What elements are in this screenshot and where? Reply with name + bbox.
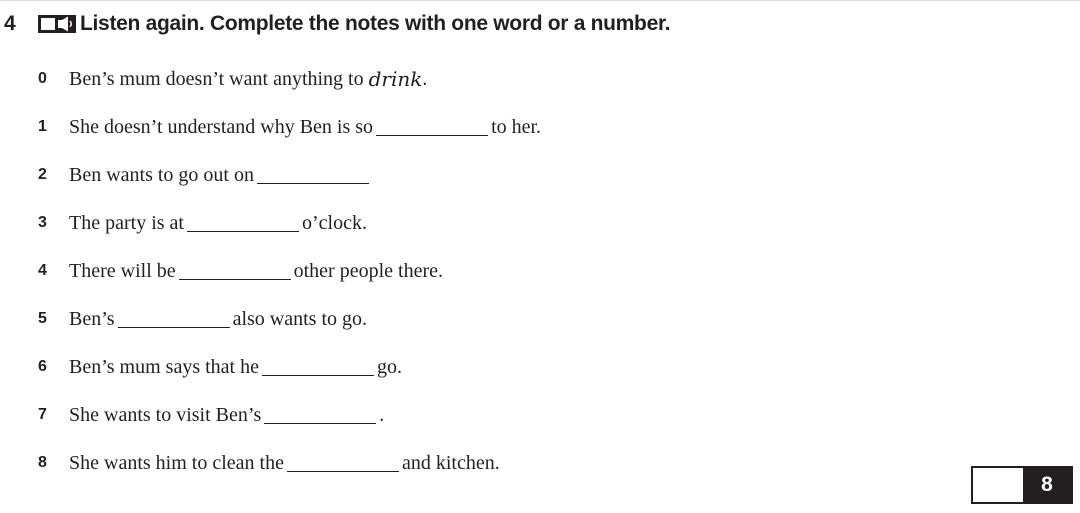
item-text-before: There will be (69, 259, 176, 282)
item-number: 1 (38, 118, 47, 135)
item-text-after: and kitchen. (401, 451, 500, 474)
item-number: 8 (38, 454, 47, 471)
note-item-3 (38, 199, 541, 247)
item-number: 7 (38, 406, 47, 423)
item-text-before: Ben wants to go out on (69, 163, 254, 186)
answer-blank-5[interactable] (118, 309, 230, 328)
item-text-after: other people there. (293, 259, 443, 282)
item-text-before: She doesn’t understand why Ben is so (69, 115, 374, 138)
answer-blank-3[interactable] (187, 213, 299, 232)
item-text-before: She wants him to clean the (69, 451, 284, 474)
exercise-number: 4 (4, 12, 16, 35)
item-text-after: go. (376, 355, 402, 378)
top-divider (0, 0, 1080, 1)
answer-blank-1[interactable] (376, 117, 488, 136)
exercise-instruction: Listen again. Complete the notes with one word or a number. (80, 12, 671, 35)
note-item-2 (38, 151, 541, 199)
item-number: 4 (38, 262, 47, 279)
answer-blank-4[interactable] (179, 261, 291, 280)
note-item-8 (38, 439, 541, 487)
answer-blank-7[interactable] (264, 405, 376, 424)
answer-blank-8[interactable] (287, 453, 399, 472)
item-text-after: o’clock. (301, 211, 367, 234)
item-text-before: Ben’s mum says that he (69, 355, 259, 378)
note-item-7 (38, 391, 541, 439)
item-text-after: . (379, 403, 385, 426)
item-text-before: Ben’s mum doesn’t want anything to (69, 67, 369, 90)
item-number: 5 (38, 310, 47, 327)
item-text-before: She wants to visit Ben’s (69, 403, 262, 426)
item-number: 6 (38, 358, 47, 375)
audio-speaker-icon[interactable] (38, 15, 76, 33)
notes-list (38, 55, 541, 487)
note-item-1 (38, 103, 541, 151)
item-text-before: The party is at (69, 211, 184, 234)
item-text-after: also wants to go. (232, 307, 367, 330)
item-number: 0 (38, 70, 47, 87)
score-box (971, 466, 1073, 504)
example-answer: drink (368, 67, 423, 91)
item-text-before: Ben’s (69, 307, 115, 330)
item-number: 3 (38, 214, 47, 231)
example-item-0 (38, 55, 541, 103)
answer-blank-2[interactable] (257, 165, 369, 184)
note-item-6 (38, 343, 541, 391)
score-input[interactable] (973, 468, 1023, 502)
note-item-5 (38, 295, 541, 343)
answer-blank-6[interactable] (262, 357, 374, 376)
item-text-after: . (422, 67, 428, 90)
item-number: 2 (38, 166, 47, 183)
score-total: 8 (1023, 468, 1071, 502)
item-text-after: to her. (491, 115, 542, 138)
exercise-header (4, 9, 670, 39)
note-item-4 (38, 247, 541, 295)
